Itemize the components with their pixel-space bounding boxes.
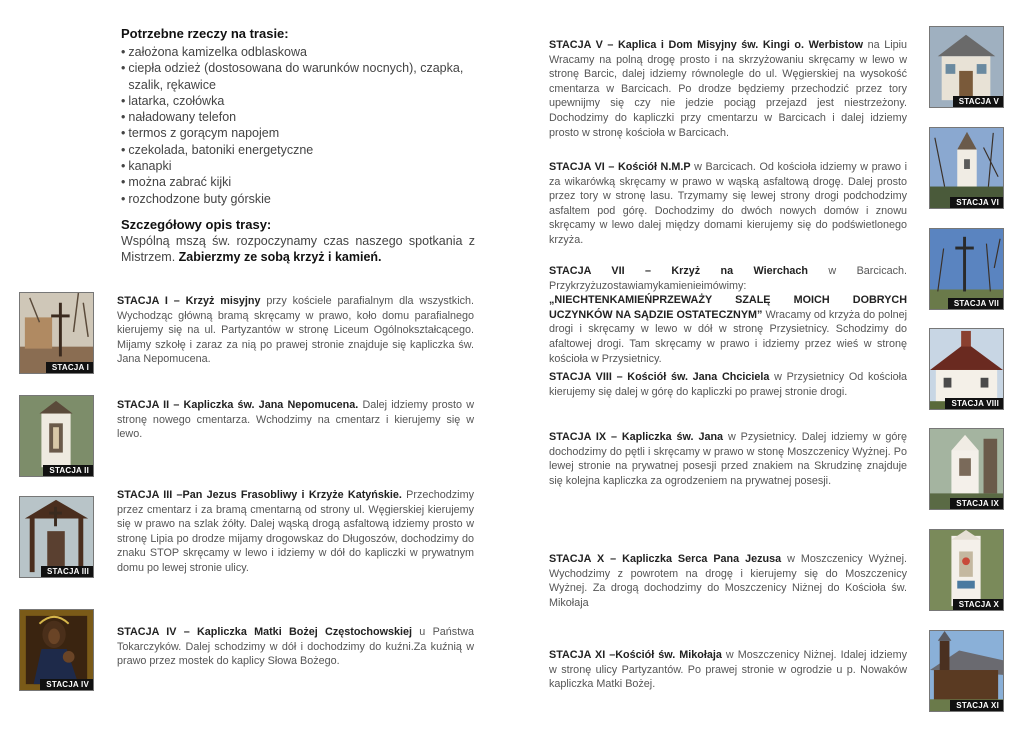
photo-caption: STACJA IV (40, 679, 93, 690)
station-text: u Państwa Tokarczyków. Dalej schodzimy w dół i dochodzimy do kuźni.Za kuźnią w prawo przez mostek do kaplicy Słowa Bożego. (117, 626, 474, 668)
station-text: Wracamy od krzyża do polnej drogi i skręcamy w lewo w dół w stronę Przysietnicy. Schodzimy do afaltowej drogi. Tam skręcamy w prawo i idziemy przez wieś w stronę kościoła w Przysietnicy. (549, 308, 907, 365)
cross-photo-icon (20, 293, 93, 373)
shrine-photo-icon (20, 497, 93, 577)
photo-caption: STACJA VII (948, 298, 1003, 309)
photo-caption: STACJA III (41, 566, 93, 577)
station-text: w Moszczenicy Wyżnej. Wychodzimy z powrotem na drogę i kierujemy się do Moszczenicy Wyżnej. Za drogą dochodzimy do Moszczenicy Niżnej do Kościoła św. Mikołaja (549, 553, 907, 609)
list-item: • termos z gorącym napojem (121, 126, 280, 141)
station-1 (117, 294, 474, 367)
station-text: w Barcicach. Przykrzyżuzostawiamykamienieimówimy: (549, 265, 908, 292)
station-photo-1 (19, 292, 94, 374)
photo-caption: STACJA II (43, 465, 93, 476)
station-title: STACJA XI –Kościół św. Mikołaja (549, 649, 722, 661)
requirements-heading: Potrzebne rzeczy na trasie: (121, 26, 289, 41)
list-item: • rozchodzone buty górskie (121, 191, 271, 206)
station-8 (549, 370, 907, 399)
station-title: STACJA V – Kaplica i Dom Misyjny św. Kingi o. Werbistow (549, 39, 864, 51)
station-photo-11 (929, 630, 1004, 712)
station-10 (549, 552, 907, 610)
station-text: w Barcicach. Od kościoła idziemy w prawo i za wikarówką skręcamy w prawo w wąską asfaltową drogę. Dalej prosto przez tory w stronę lasu. Trzymamy się lewej strony drogi podchodzimy asfaltem pod górę. Dochodzimy do dwóch nowych domów i znowu skręcamy w lewo dalej między domami kierujemy się do podświetlonego krzyża. (549, 161, 908, 246)
station-text: w Pzysietnicy. Dalej idziemy w górę dochodzimy do pętli i skręcamy w prawo w stonę Moszczenicy Wyżnej. Po lewej stronie na prywatnej posesji przed znakiem na Skrudzinę znajduje się kolejna kapliczka za ogrodzeniem na prywatnej posesji. (549, 431, 907, 487)
list-item: • można zabrać kijki (121, 175, 232, 190)
station-2 (117, 398, 474, 442)
list-item: szalik, rękawice (128, 77, 216, 92)
station-text: w Moszczenicy Niżnej. Idalej idziemy w stronę ulicy Partyzantów. Po prawej stronie w ogrodzie u p. Nowaków kapliczka Matki Bożej. (549, 649, 907, 691)
list-item: • naładowany telefon (121, 110, 237, 125)
station-emphasis: „NIECHTENKAMIEŃPRZEWAŻY SZALĘ MOICH DOBRYCH UCZYNKÓW NA SĄDZIE OSTATECZNYM” (549, 294, 907, 321)
station-title: STACJA II – Kapliczka św. Jana Nepomucena. (117, 399, 359, 411)
photo-caption: STACJA X (953, 599, 1003, 610)
station-title: STACJA IV – Kapliczka Matki Bożej Częstochowskiej (117, 626, 413, 638)
intro-section (121, 26, 475, 266)
sacred-heart-shrine-icon (930, 530, 1003, 610)
station-title: STACJA X – Kapliczka Serca Pana Jezusa (549, 553, 782, 565)
station-4 (117, 625, 474, 669)
list-item: • kanapki (121, 159, 172, 174)
list-item: • latarka, czołówka (121, 93, 225, 108)
list-item: • ciepła odzież (dostosowana do warunków nocnych), czapka, (121, 61, 464, 76)
station-7 (549, 264, 907, 366)
station-text: przy kościele parafialnym dla wszystkich. Wychodząc główną bramą skręcamy w prawo, koło domu parafialnego kierujemy się na ul. Partyzantów w stronę Liceum Ogólnokształcącego. Mijamy szkołę i zaraz za nią po prawej stronie znajduje się kapliczka św. Jana Nepomucena. (117, 295, 474, 366)
station-photo-3 (19, 496, 94, 578)
station-photo-5 (929, 26, 1004, 108)
madonna-icon (20, 610, 93, 690)
station-title: STACJA IX – Kapliczka św. Jana (549, 431, 724, 443)
station-text: w Przysietnicy Od kościoła kierujemy się dalej w górę do kapliczki po prawej stronie drogi. (549, 371, 907, 398)
station-photo-2 (19, 395, 94, 477)
station-text: Dalej idziemy prosto w stronę nowego cmentarza. Wchodzimy na cmentarz i kierujemy się w lewo. (117, 399, 474, 441)
photo-caption: STACJA IX (950, 498, 1003, 509)
photo-caption: STACJA XI (950, 700, 1003, 711)
station-photo-4 (19, 609, 94, 691)
station-title: STACJA VIII – Kościół św. Jana Chciciela (549, 371, 770, 383)
station-photo-7 (929, 228, 1004, 310)
list-item: • czekolada, batoniki energetyczne (121, 142, 314, 157)
wooden-church-icon (930, 329, 1003, 409)
route-emphasis: Zabierzmy ze sobą krzyż i kamień. (178, 250, 382, 265)
station-text: na Lipiu Wracamy na polną drogę prosto i na skrzyżowaniu skręcamy w lewo w stronę Barcic, dalej idziemy równolegle do ul. Węgierskiej na wysokość cmentarza w Barcicach. Po drodze będziemy przechodzić przez tory upewnijmy się czy nie jedzie pociąg przejazd jest niestrzeżony. Dochodzimy do kapliczki przy cmentarzu w Barcicach i dalej idziemy prosto w stronę kościoła w Barcicach. (549, 39, 908, 139)
list-item: • założona kamizelka odblaskowa (121, 45, 307, 59)
station-photo-6 (929, 127, 1004, 209)
station-3 (117, 488, 474, 576)
route-heading: Szczegółowy opis trasy: (121, 216, 272, 232)
station-6 (549, 160, 907, 248)
church-photo-icon (930, 128, 1003, 208)
route-description: Wspólną mszą św. rozpoczynamy czas naszego spotkania z Mistrzem. Zabierzmy ze sobą krzyż i kamień. (121, 233, 475, 265)
station-5 (549, 38, 907, 140)
roadside-shrine-icon (930, 429, 1003, 509)
chapel-photo-icon (20, 396, 93, 476)
station-title: STACJA VI – Kościół N.M.P (549, 161, 691, 173)
station-title: STACJA III –Pan Jezus Frasobliwy i Krzyże Katyńskie. (117, 489, 402, 501)
hill-cross-icon (930, 229, 1003, 309)
requirements-list (121, 44, 475, 207)
station-9 (549, 430, 907, 488)
photo-caption: STACJA I (46, 362, 93, 373)
photo-caption: STACJA VIII (945, 398, 1003, 409)
house-photo-icon (930, 27, 1003, 107)
station-text: Przechodzimy przez cmentarz i za bramą cmentarną od strony ul. Węgierskiej kierujemy się w prawo na szlak żółty. Dalej wąską drogą asfaltową idziemy prosto w stronę Lipia po drodze mijamy drogowskaz do Długoszów, dochodzimy do znaku STOP skręcamy w lewo i idziemy w dół do kapliczki w prywatnym domu po lewej stronie ulicy. (117, 489, 474, 574)
station-title: STACJA VII – Krzyż na Wierchach (549, 265, 809, 277)
photo-caption: STACJA VI (950, 197, 1003, 208)
station-11 (549, 648, 907, 692)
station-photo-10 (929, 529, 1004, 611)
station-photo-9 (929, 428, 1004, 510)
wooden-church-photo-icon (930, 631, 1003, 711)
photo-caption: STACJA V (953, 96, 1003, 107)
station-photo-8 (929, 328, 1004, 410)
station-title: STACJA I – Krzyż misyjny (117, 295, 261, 307)
